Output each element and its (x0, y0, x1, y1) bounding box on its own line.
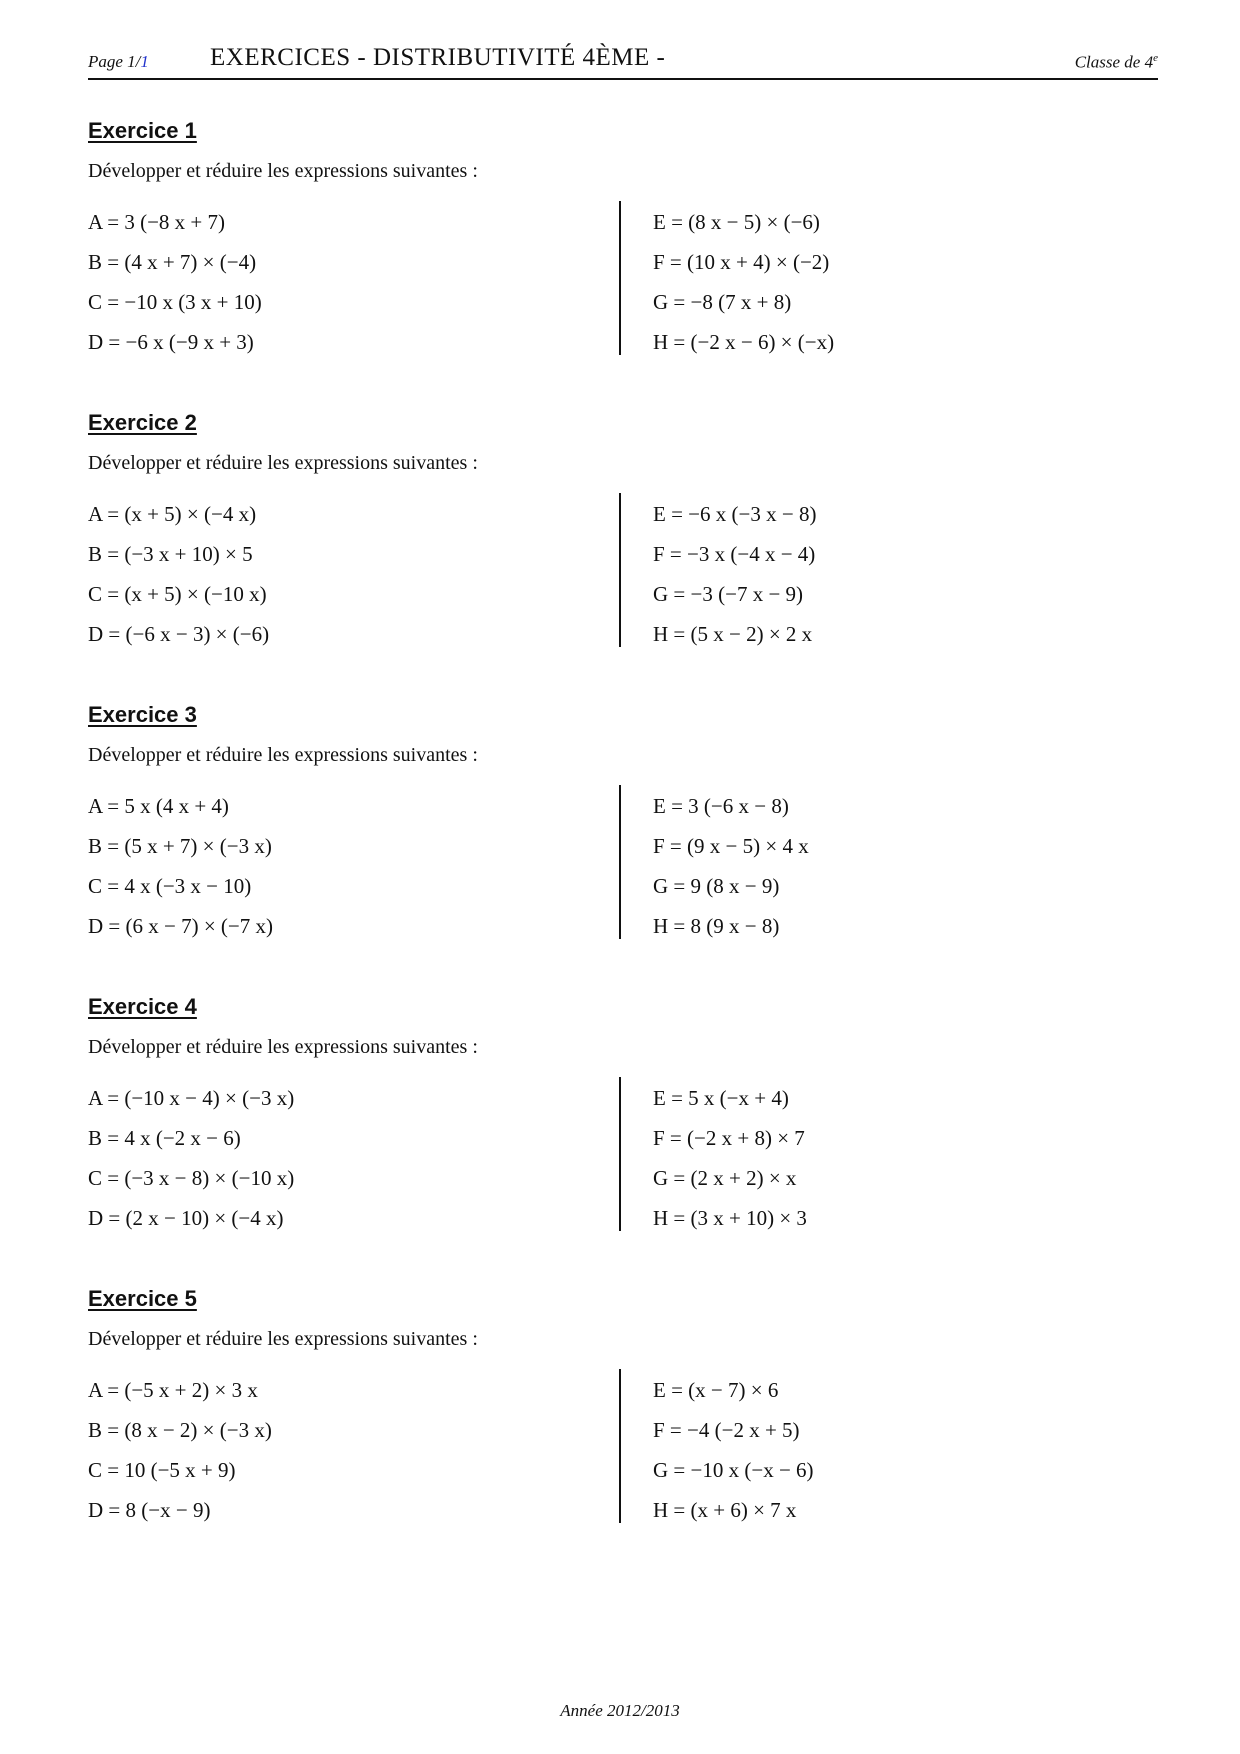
page-number (88, 52, 149, 72)
expression-c: C = −10 x (3 x + 10) (88, 290, 262, 314)
expression-h: H = (3 x + 10) × 3 (653, 1206, 807, 1230)
expressions-right (653, 1078, 807, 1238)
expression-b: B = (−3 x + 10) × 5 (88, 542, 253, 566)
expression-b: B = (5 x + 7) × (−3 x) (88, 834, 272, 858)
expression-c: C = 10 (−5 x + 9) (88, 1458, 236, 1482)
expression-h: H = (5 x − 2) × 2 x (653, 622, 813, 646)
expressions-right (653, 202, 834, 362)
exercise-title: Exercice 1 (88, 118, 197, 143)
class-label (1075, 52, 1158, 73)
expression-d: D = (6 x − 7) × (−7 x) (88, 914, 274, 938)
expression-g: G = −8 (7 x + 8) (653, 290, 792, 314)
column-separator (619, 493, 621, 647)
exercise-title: Exercice 2 (88, 410, 197, 435)
expression-a: A = (x + 5) × (−4 x) (88, 502, 257, 526)
page-footer: Année 2012/2013 (560, 1701, 680, 1720)
exercise-title: Exercice 4 (88, 994, 197, 1019)
page-number-prefix: Page 1/ (88, 52, 141, 71)
expressions-right (653, 494, 816, 654)
exercise-instruction: Développer et réduire les expressions suivantes : (88, 1328, 478, 1350)
expression-a: A = (−5 x + 2) × 3 x (88, 1378, 258, 1402)
class-label-sup: e (1153, 52, 1158, 64)
expression-b: B = (4 x + 7) × (−4) (88, 250, 257, 274)
expression-b: B = 4 x (−2 x − 6) (88, 1126, 241, 1150)
expression-d: D = (2 x − 10) × (−4 x) (88, 1206, 284, 1230)
expression-g: G = (2 x + 2) × x (653, 1166, 797, 1190)
expression-f: F = (10 x + 4) × (−2) (653, 250, 830, 274)
expression-e: E = 3 (−6 x − 8) (653, 794, 789, 818)
expression-e: E = −6 x (−3 x − 8) (653, 502, 817, 526)
column-separator (619, 785, 621, 939)
column-separator (619, 1369, 621, 1523)
expressions-right (653, 786, 809, 946)
column-separator (619, 1077, 621, 1231)
expression-g: G = −3 (−7 x − 9) (653, 582, 804, 606)
document-title: EXERCICES - DISTRIBUTIVITÉ 4ÈME - (210, 44, 666, 71)
expression-h: H = 8 (9 x − 8) (653, 914, 780, 938)
expressions-left (88, 1078, 294, 1238)
class-label-text: Classe de 4 (1074, 52, 1154, 72)
expression-a: A = 3 (−8 x + 7) (88, 210, 226, 234)
expression-e: E = 5 x (−x + 4) (653, 1086, 789, 1110)
expressions-left (88, 202, 262, 362)
expression-f: F = (−2 x + 8) × 7 (653, 1126, 805, 1150)
expression-f: F = −4 (−2 x + 5) (653, 1418, 800, 1442)
exercise-instruction: Développer et réduire les expressions suivantes : (88, 160, 478, 182)
expression-e: E = (x − 7) × 6 (653, 1378, 779, 1402)
expression-e: E = (8 x − 5) × (−6) (653, 210, 820, 234)
page-total-link[interactable]: 1 (140, 52, 149, 71)
page-header (88, 40, 1158, 80)
expression-g: G = 9 (8 x − 9) (653, 874, 780, 898)
expression-a: A = 5 x (4 x + 4) (88, 794, 229, 818)
exercise-instruction: Développer et réduire les expressions suivantes : (88, 1036, 478, 1058)
expression-c: C = (−3 x − 8) × (−10 x) (88, 1166, 295, 1190)
expression-g: G = −10 x (−x − 6) (653, 1458, 814, 1482)
expression-d: D = 8 (−x − 9) (88, 1498, 211, 1522)
expression-f: F = (9 x − 5) × 4 x (653, 834, 809, 858)
expression-c: C = 4 x (−3 x − 10) (88, 874, 252, 898)
exercise-instruction: Développer et réduire les expressions suivantes : (88, 744, 478, 766)
expression-d: D = (−6 x − 3) × (−6) (88, 622, 270, 646)
expressions-left (88, 494, 269, 654)
exercise-title: Exercice 5 (88, 1286, 197, 1311)
expression-d: D = −6 x (−9 x + 3) (88, 330, 254, 354)
expression-h: H = (−2 x − 6) × (−x) (653, 330, 835, 354)
expression-h: H = (x + 6) × 7 x (653, 1498, 797, 1522)
expressions-left (88, 1370, 272, 1530)
exercise-title: Exercice 3 (88, 702, 197, 727)
column-separator (619, 201, 621, 355)
expression-f: F = −3 x (−4 x − 4) (653, 542, 816, 566)
expressions-right (653, 1370, 814, 1530)
expression-b: B = (8 x − 2) × (−3 x) (88, 1418, 272, 1442)
expression-c: C = (x + 5) × (−10 x) (88, 582, 267, 606)
expression-a: A = (−10 x − 4) × (−3 x) (88, 1086, 295, 1110)
exercise-instruction: Développer et réduire les expressions suivantes : (88, 452, 478, 474)
expressions-left (88, 786, 273, 946)
